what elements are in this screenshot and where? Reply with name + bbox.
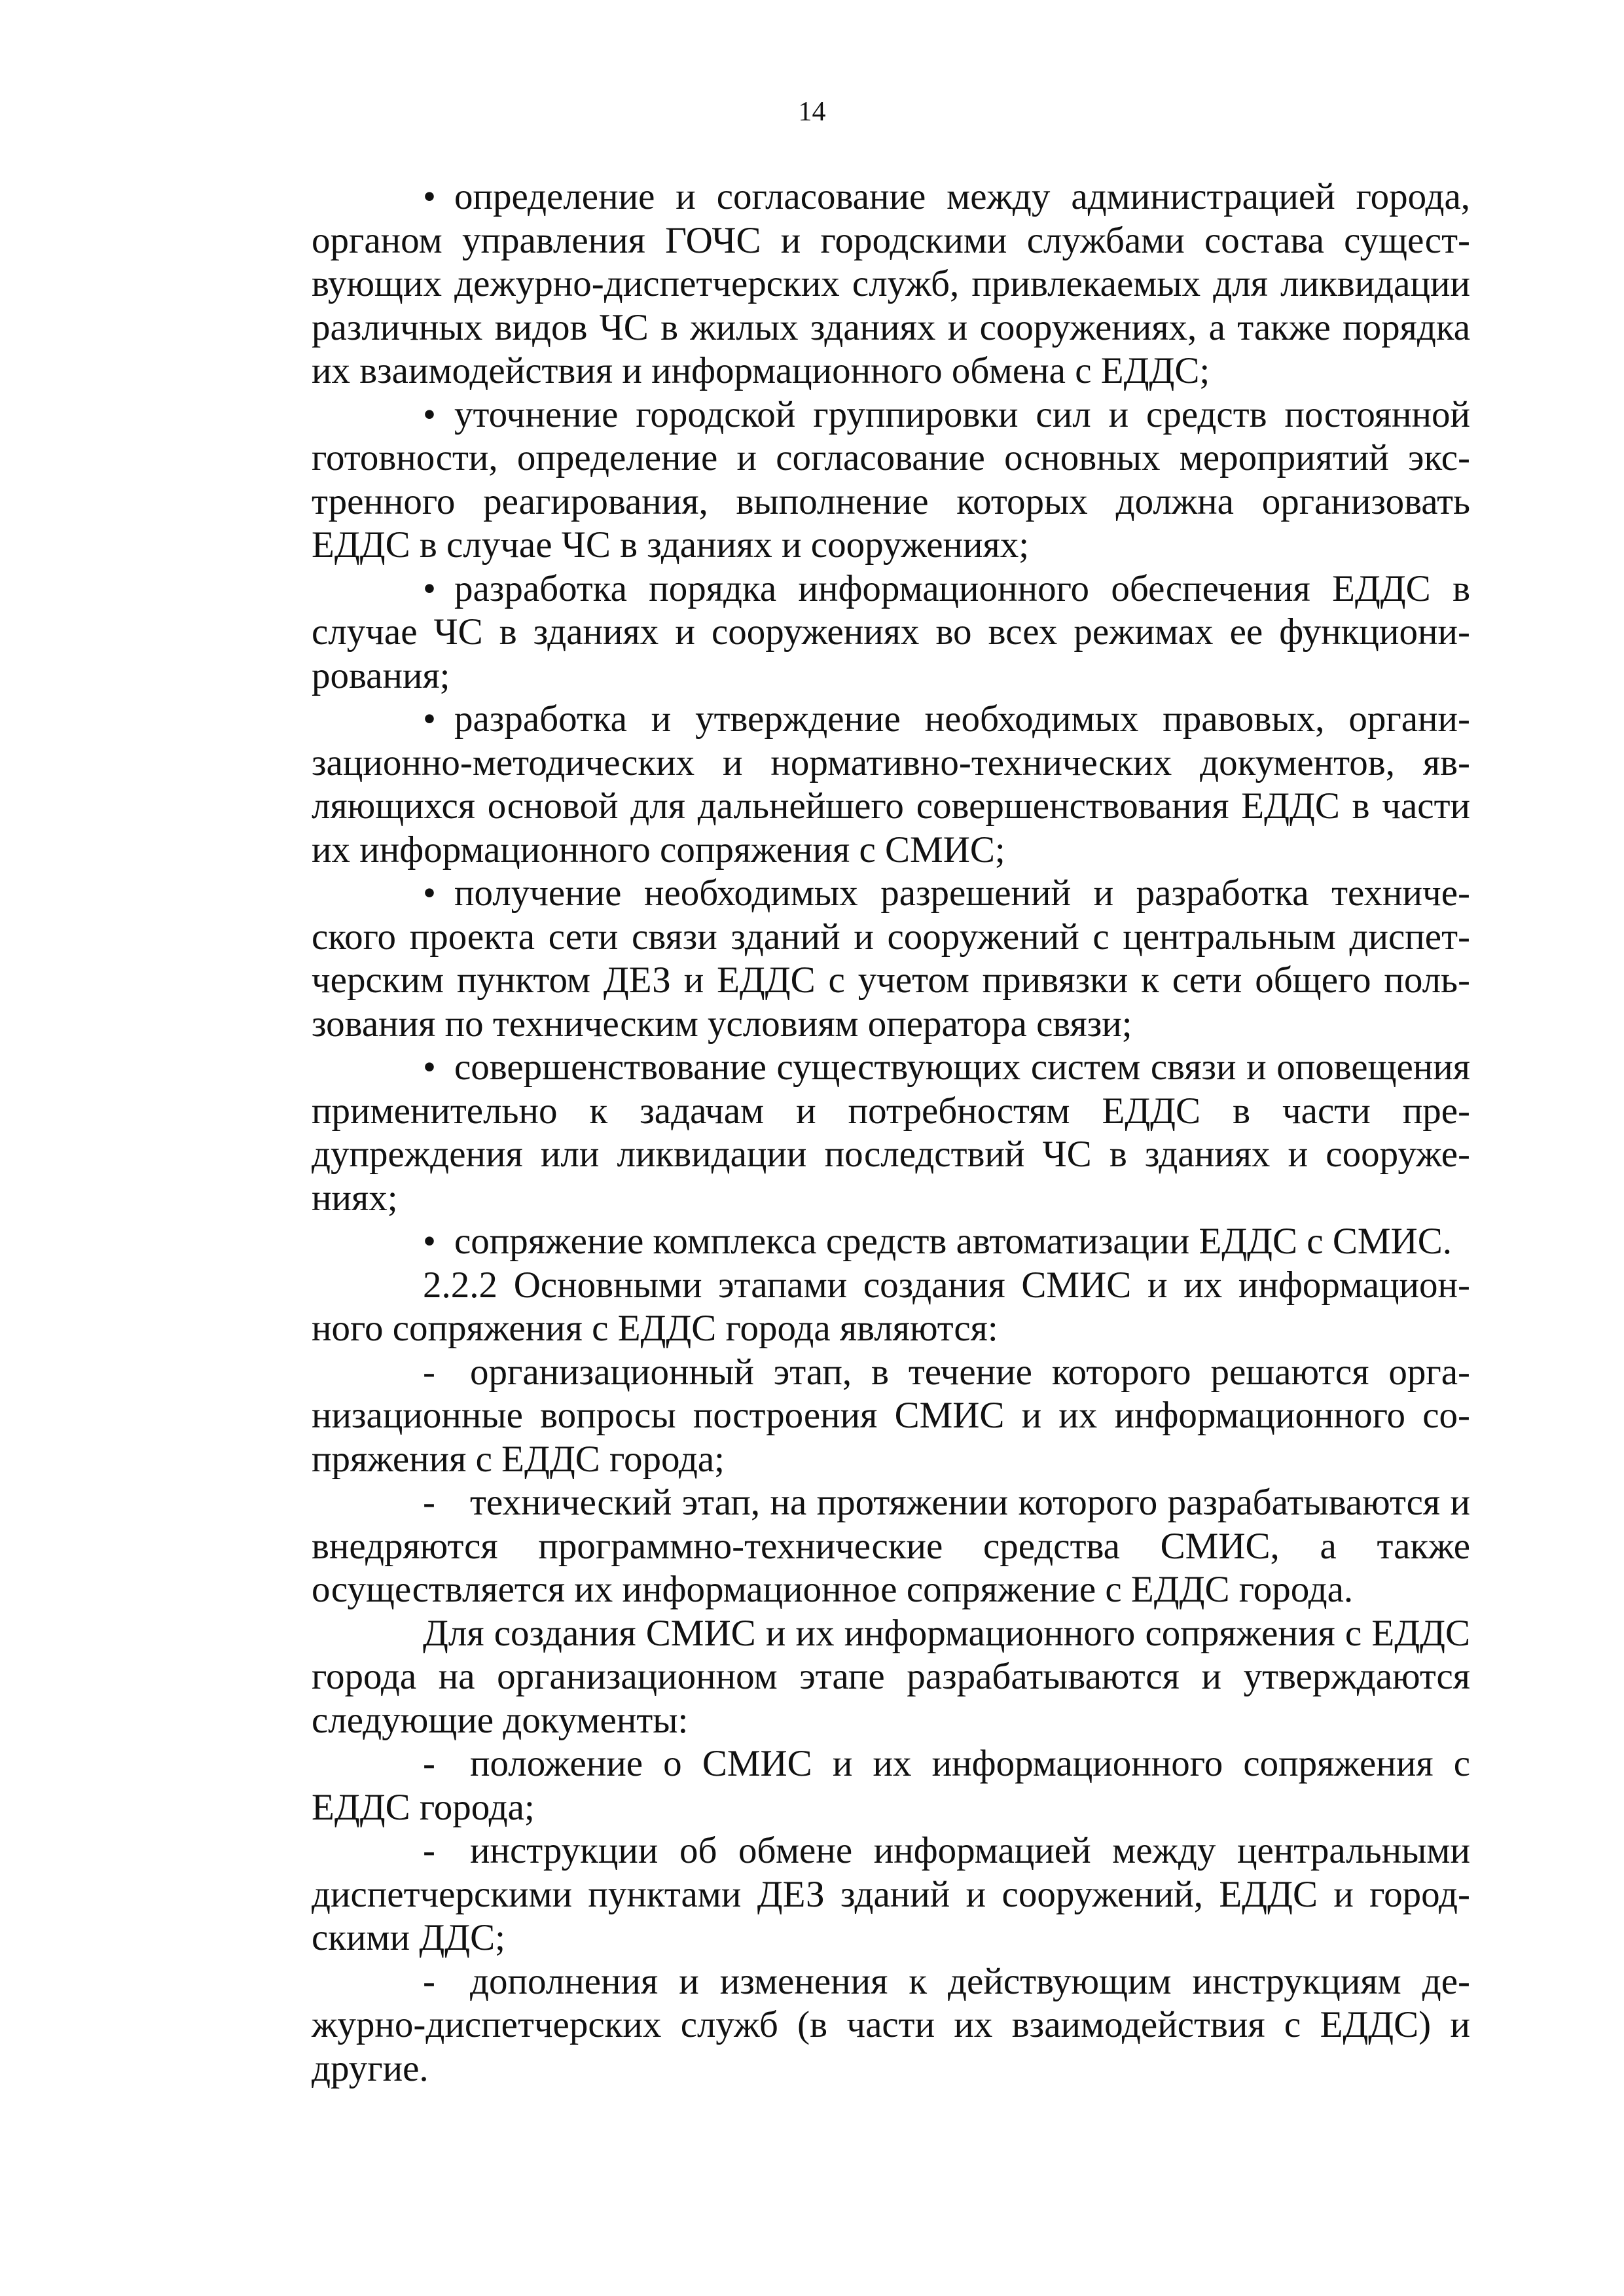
document-body [312, 175, 1470, 2090]
stage-text: организационный этап, в течение которого решаются организационные вопросы построения СМИС и их информационного сопряжения с ЕДДС города; [312, 1351, 1470, 1480]
bullet-icon: • [423, 1221, 436, 1262]
bullet-text: совершенствование существующих систем связи и оповещения применительно к задачам и потребностям ЕДДС в части предупреждения или ликвидации последствий ЧС в зданиях и сооружениях; [312, 1047, 1470, 1219]
bullet-text: определение и согласование между администрацией города, органом управления ГОЧС и городскими службами состава существующих дежурно-диспетчерских служб, привлекаемых для ликвидации различных видов ЧС в жилых зданиях и сооружениях, а также порядка их взаимодействия и информационного обмена с ЕДДС; [312, 176, 1470, 391]
document-text: положение о СМИС и их информационного сопряжения с ЕДДС города; [312, 1743, 1470, 1828]
bullet-item [312, 393, 1470, 567]
bullet-icon: • [423, 393, 436, 435]
dash-icon: - [423, 1351, 435, 1393]
bullet-item [312, 872, 1470, 1046]
stage-text: технический этап, на протяжении которого разрабатываются и внедряются программно-технические средства СМИС, а также осуществляется их информационное сопряжение с ЕДДС города. [312, 1482, 1470, 1610]
bullet-icon: • [423, 176, 436, 217]
document-text: дополнения и изменения к действующим инструкциям дежурно-диспетчерских служб (в части их взаимодействия с ЕДДС) и другие. [312, 1960, 1470, 2089]
dash-icon: - [423, 1482, 435, 1523]
bullet-text: разработка и утверждение необходимых правовых, организационно-методических и нормативно-технических документов, являющихся основой для дальнейшего совершенствования ЕДДС в части их информационного сопряжения с СМИС; [312, 698, 1470, 870]
bullet-icon: • [423, 1047, 436, 1088]
dash-icon: - [423, 1960, 435, 2002]
bullet-text: уточнение городской группировки сил и средств постоянной готовности, определение и согласование основных мероприятий экстренного реагирования, выполнение которых должна организовать ЕДДС в случае ЧС в зданиях и сооружениях; [312, 393, 1470, 565]
document-text: инструкции об обмене информацией между центральными диспетчерскими пунктами ДЕЗ зданий и сооружений, ЕДДС и городскими ДДС; [312, 1830, 1470, 1958]
bullet-item [312, 698, 1470, 872]
stage-item [312, 1351, 1470, 1482]
bullet-icon: • [423, 698, 436, 740]
bullet-item [312, 1046, 1470, 1220]
document-item [312, 1742, 1470, 1829]
stage-item [312, 1481, 1470, 1612]
documents-intro-paragraph: Для создания СМИС и их информационного сопряжения с ЕДДС города на организационном этапе разрабатываются и утверждаются следующие документы: [312, 1612, 1470, 1741]
page-number: 14 [798, 97, 826, 127]
bullet-item [312, 175, 1470, 393]
bullet-text: сопряжение комплекса средств автоматизации ЕДДС с СМИС. [454, 1221, 1452, 1262]
dash-icon: - [423, 1743, 435, 1784]
section-paragraph: 2.2.2 Основными этапами создания СМИС и их информационного сопряжения с ЕДДС города являются: [312, 1264, 1470, 1349]
bullet-icon: • [423, 567, 436, 609]
document-item [312, 1829, 1470, 1960]
bullet-item [312, 1220, 1470, 1264]
bullet-item [312, 567, 1470, 698]
bullet-text: получение необходимых разрешений и разработка технического проекта сети связи зданий и сооружений с центральным диспетчерским пунктом ДЕЗ и ЕДДС с учетом привязки к сети общего пользования по техническим условиям оператора связи; [312, 872, 1470, 1045]
dash-icon: - [423, 1830, 435, 1871]
document-item [312, 1960, 1470, 2091]
bullet-icon: • [423, 872, 436, 914]
bullet-text: разработка порядка информационного обеспечения ЕДДС в случае ЧС в зданиях и сооружениях во всех режимах ее функционирования; [312, 567, 1470, 696]
